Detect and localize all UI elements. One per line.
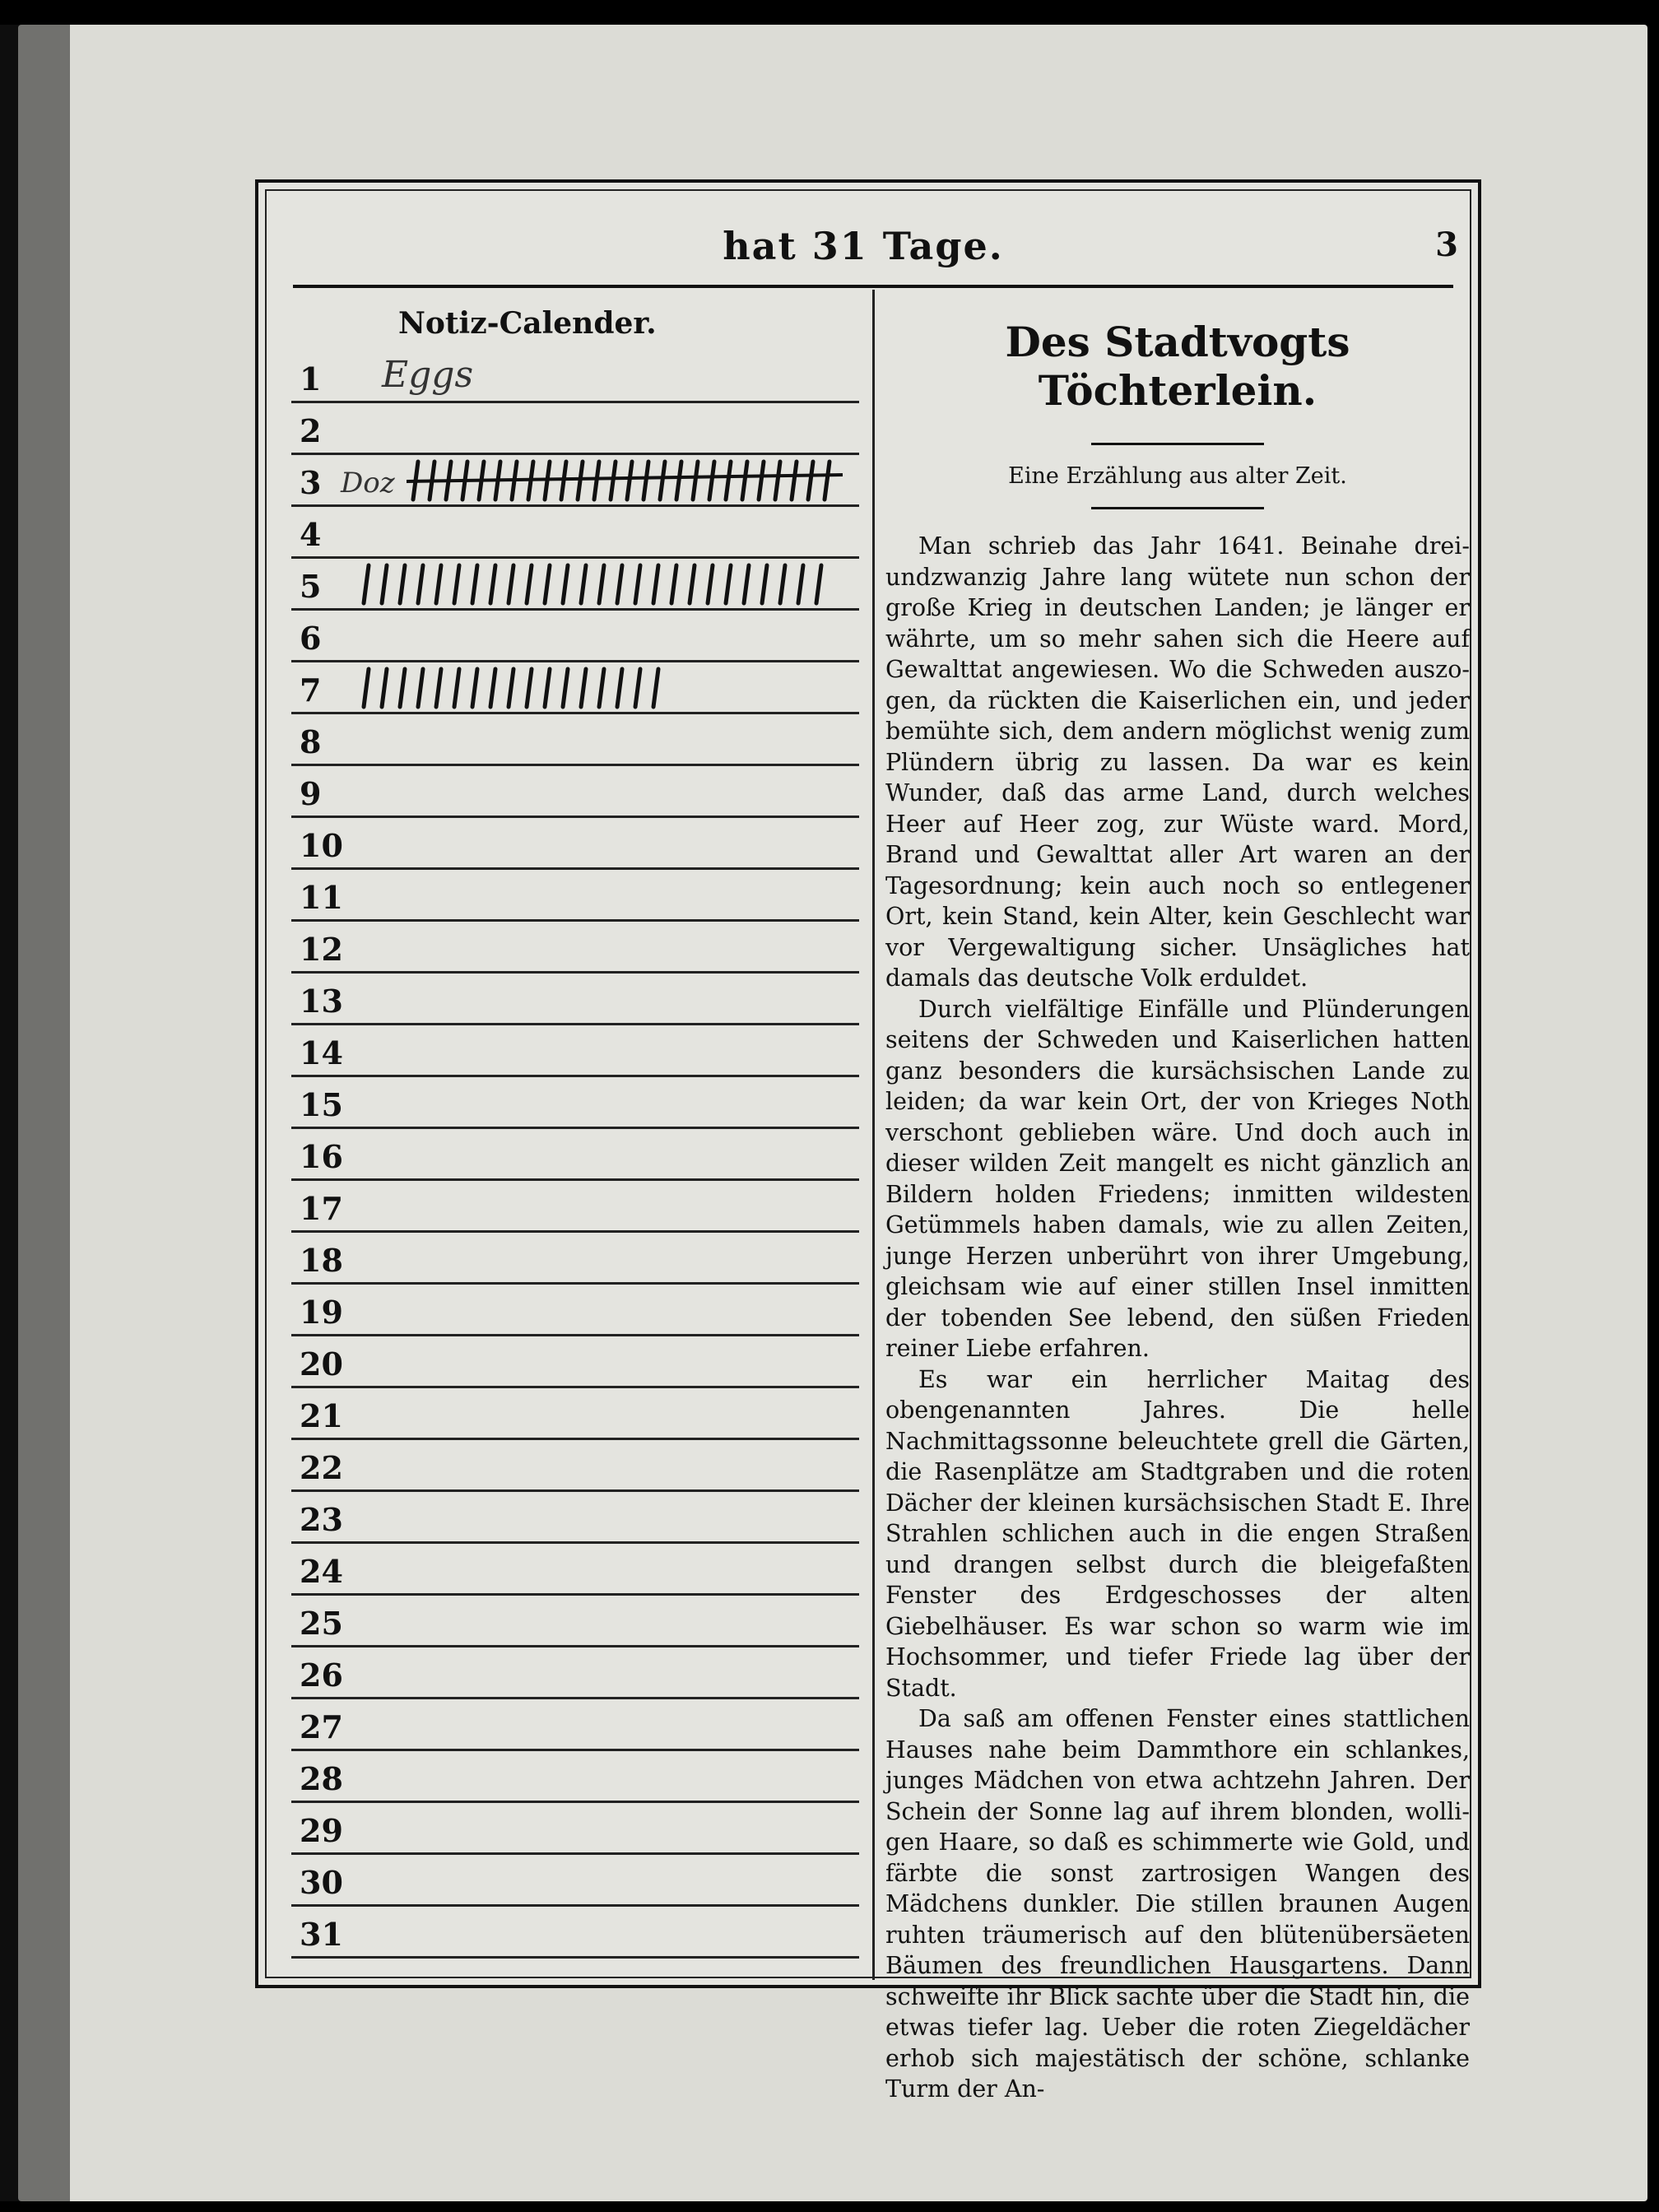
- tally-stroke: [382, 565, 387, 603]
- calendar-day-number: 16: [300, 1138, 343, 1175]
- calendar-day-number: 28: [300, 1760, 343, 1797]
- calendar-row: [291, 1388, 859, 1440]
- calendar-row: [291, 1544, 859, 1596]
- calendar-row: [291, 714, 859, 766]
- tally-stroke: [611, 462, 616, 500]
- tally-stroke: [676, 462, 681, 500]
- calendar-row: [291, 1233, 859, 1285]
- tally-stroke: [436, 565, 441, 603]
- calendar-row: [291, 1492, 859, 1544]
- book-spine-shadow: [0, 25, 70, 2201]
- tally-stroke: [527, 669, 532, 707]
- calendar-row: [291, 974, 859, 1025]
- calendar-day-number: 5: [300, 568, 322, 605]
- calendar-row: [291, 1336, 859, 1388]
- tally-stroke: [644, 462, 648, 500]
- calendar-row: [291, 1440, 859, 1492]
- calendar-day-number: 22: [300, 1449, 343, 1486]
- tally-stroke: [627, 462, 632, 500]
- tally-stroke: [563, 565, 568, 603]
- calendar-heading: Notiz-Calender.: [398, 306, 657, 341]
- calendar-row: [291, 403, 859, 455]
- title-rule: [1091, 443, 1264, 445]
- tally-stroke: [709, 462, 714, 500]
- handwritten-note: Doz: [341, 467, 395, 500]
- tally-stroke: [693, 462, 698, 500]
- tally-marks: [357, 560, 844, 606]
- calendar-day-number: 30: [300, 1864, 343, 1901]
- calendar-row: [291, 1803, 859, 1855]
- tally-stroke: [759, 462, 764, 500]
- tally-stroke: [545, 669, 550, 707]
- story-body: [885, 531, 1470, 2105]
- calendar-row: [291, 1077, 859, 1129]
- header-rule: [293, 285, 1453, 288]
- tally-stroke: [509, 565, 514, 603]
- calendar-day-number: 20: [300, 1345, 343, 1382]
- calendar-day-number: 31: [300, 1916, 343, 1953]
- tally-stroke: [563, 669, 568, 707]
- tally-stroke: [762, 565, 767, 603]
- tally-stroke: [617, 565, 622, 603]
- story-subtitle: Eine Erzählung aus alter Zeit.: [1008, 463, 1347, 489]
- tally-stroke: [690, 565, 695, 603]
- calendar-day-number: 23: [300, 1501, 343, 1538]
- calendar-day-number: 12: [300, 931, 343, 968]
- calendar-day-number: 3: [300, 464, 322, 501]
- tally-stroke: [472, 565, 477, 603]
- tally-stroke: [454, 669, 459, 707]
- calendar-row: [291, 1129, 859, 1181]
- calendar-day-number: 9: [300, 775, 322, 812]
- calendar-day-number: 13: [300, 983, 343, 1020]
- tally-stroke: [726, 565, 731, 603]
- calendar-day-number: 24: [300, 1553, 343, 1590]
- column-divider: [872, 290, 875, 1980]
- calendar-row: [291, 1181, 859, 1233]
- tally-stroke: [454, 565, 459, 603]
- calendar-day-number: 17: [300, 1190, 343, 1227]
- calendar-day-number: 4: [300, 516, 322, 553]
- tally-stroke: [653, 669, 658, 707]
- calendar-day-number: 25: [300, 1605, 343, 1642]
- tally-stroke: [825, 462, 830, 500]
- story-paragraph: Es war ein herrlicher Maitag des obengenannten Jahres. Die helle Nachmittagssonne beleuchtete grell die Gärten, die Rasenplätze am Stadtgraben und die roten Dächer der kleinen kursächsischen Stadt E. Ihre Strahlen schlichen auch in die engen Straßen und drangen selbst durch die bleigefaßten Fenster des Erdgeschosses der alten Giebelhäuser. Es war schon so warm wie im Hochsommer, und tiefer Friede lag über der Stadt.: [885, 1365, 1470, 1702]
- tally-stroke: [364, 669, 369, 707]
- subtitle-rule: [1091, 507, 1264, 509]
- calendar-day-number: 6: [300, 620, 322, 657]
- calendar-day-number: 2: [300, 412, 322, 449]
- tally-stroke: [527, 565, 532, 603]
- tally-stroke: [594, 462, 599, 500]
- tally-stroke: [798, 565, 803, 603]
- page-frame: [255, 179, 1481, 2103]
- calendar-row: [291, 455, 859, 507]
- calendar-row: [291, 1647, 859, 1699]
- tally-stroke: [742, 462, 747, 500]
- tally-stroke: [400, 565, 405, 603]
- calendar-day-number: 1: [300, 360, 322, 397]
- calendar-row: [291, 766, 859, 818]
- calendar-row: [291, 1025, 859, 1077]
- calendar-day-number: 14: [300, 1034, 343, 1071]
- tally-stroke: [744, 565, 749, 603]
- tally-stroke: [780, 565, 785, 603]
- tally-stroke: [490, 565, 495, 603]
- tally-stroke: [578, 462, 583, 500]
- calendar-day-number: 29: [300, 1812, 343, 1849]
- calendar-day-number: 10: [300, 827, 343, 864]
- tally-stroke: [400, 669, 405, 707]
- tally-stroke: [653, 565, 658, 603]
- calendar-day-number: 15: [300, 1086, 343, 1123]
- tally-stroke: [617, 669, 622, 707]
- tally-stroke: [635, 565, 640, 603]
- tally-stroke: [436, 669, 441, 707]
- calendar-day-number: 11: [300, 879, 343, 916]
- story-title: Des Stadtvogts Töchterlein.: [1005, 318, 1350, 415]
- calendar-row: [291, 559, 859, 611]
- tally-stroke: [545, 565, 550, 603]
- tally-marks: [407, 457, 851, 503]
- calendar-row: [291, 1596, 859, 1647]
- tally-stroke: [509, 669, 514, 707]
- tally-stroke: [816, 565, 821, 603]
- tally-marks: [357, 664, 681, 710]
- story-paragraph: Man schrieb das Jahr 1641. Beinahe dreiundzwanzig Jahre lang wütete nun schon der große Krieg in deutschen Landen; je länger er währte, um so mehr sahen sich die Heere auf Gewalttat angewiesen. Wo die Schweden auszogen, da rückten die Kaiserlichen ein, und jeder bemühte sich, dem andern möglichst wenig zum Plündern übrig zu lassen. Da war es kein Wunder, daß das arme Land, durch welches Heer auf Heer zog, zur Wüste ward. Mord, Brand und Gewalttat aller Art waren an der Tagesordnung; kein auch noch so entlegener Ort, kein Stand, kein Alter, kein Geschlecht war vor Vergewaltigung sicher. Unsägliches hat damals das deutsche Volk erduldet.: [885, 532, 1470, 992]
- tally-stroke: [581, 565, 586, 603]
- calendar-day-number: 18: [300, 1242, 343, 1279]
- calendar-day-number: 7: [300, 672, 322, 709]
- tally-stroke: [672, 565, 676, 603]
- tally-stroke: [581, 669, 586, 707]
- tally-stroke: [775, 462, 780, 500]
- calendar-row: [291, 922, 859, 974]
- tally-stroke: [708, 565, 713, 603]
- tally-stroke: [472, 669, 477, 707]
- calendar-row: [291, 662, 859, 714]
- tally-stroke: [490, 669, 495, 707]
- calendar-row: [291, 611, 859, 662]
- calendar-row: [291, 1907, 859, 1959]
- story-column: [885, 306, 1470, 2105]
- calendar-row: [291, 870, 859, 922]
- calendar-day-number: 8: [300, 723, 322, 760]
- calendar-day-number: 19: [300, 1294, 343, 1331]
- calendar-day-number: 27: [300, 1708, 343, 1745]
- calendar-row: [291, 1751, 859, 1803]
- tally-stroke: [660, 462, 665, 500]
- calendar-row: [291, 1855, 859, 1907]
- story-paragraph: Durch vielfältige Einfälle und Plünderungen seitens der Schweden und Kaiserlichen hatten ganz besonders die kursächsischen Lande zu leiden; da war kein Ort, der von Krieges Noth verschont geblieben wäre. Und doch auch in dieser wilden Zeit mangelt es nicht gänzlich an Bildern holden Friedens; inmitten wildesten Getümmels haben damals, wie zu allen Zeiten, junge Herzen unberührt von ihrer Umgebung, gleichsam wie auf einer stillen Insel inmitten der tobenden See lebend, den süßen Frieden reiner Liebe erfahren.: [885, 995, 1470, 1362]
- calendar-day-number: 21: [300, 1397, 343, 1434]
- calendar-row: [291, 818, 859, 870]
- calendar-row: [291, 1699, 859, 1751]
- tally-stroke: [792, 462, 797, 500]
- story-paragraph: Da saß am offenen Fenster eines stattlichen Hauses nahe beim Dammthore ein schlankes, junges Mädchen von etwa achtzehn Jahren. Der Schein der Sonne lag auf ihrem blonden, wolligen Haare, so daß es schimmerte wie Gold, und färbte die sonst zartrosigen Wangen des Mädchens dunkler. Die stillen braunen Augen ruhten träumerisch auf den blütenübersäeten Bäumen des freundlichen Hausgartens. Dann schweifte ihr Blick sachte über die Stadt hin, die etwas tiefer lag. Ueber die roten Ziegeldächer erhob sich majestätisch der schöne, schlanke Turm der An-: [885, 1705, 1470, 2103]
- tally-stroke: [418, 565, 423, 603]
- calendar-row: [291, 507, 859, 559]
- calendar-row: [291, 351, 859, 403]
- calendar-day-number: 26: [300, 1657, 343, 1694]
- tally-stroke: [382, 669, 387, 707]
- tally-stroke: [635, 669, 640, 707]
- tally-stroke: [364, 565, 369, 603]
- tally-stroke: [599, 669, 604, 707]
- tally-stroke: [808, 462, 813, 500]
- page-number: 3: [1435, 225, 1458, 264]
- tally-stroke: [418, 669, 423, 707]
- tally-stroke: [599, 565, 604, 603]
- calendar-row: [291, 1285, 859, 1336]
- calendar-rows: [291, 351, 859, 1959]
- handwritten-note: Eggs: [382, 354, 474, 396]
- header-title: hat 31 Tage.: [723, 224, 1004, 268]
- tally-stroke: [726, 462, 731, 500]
